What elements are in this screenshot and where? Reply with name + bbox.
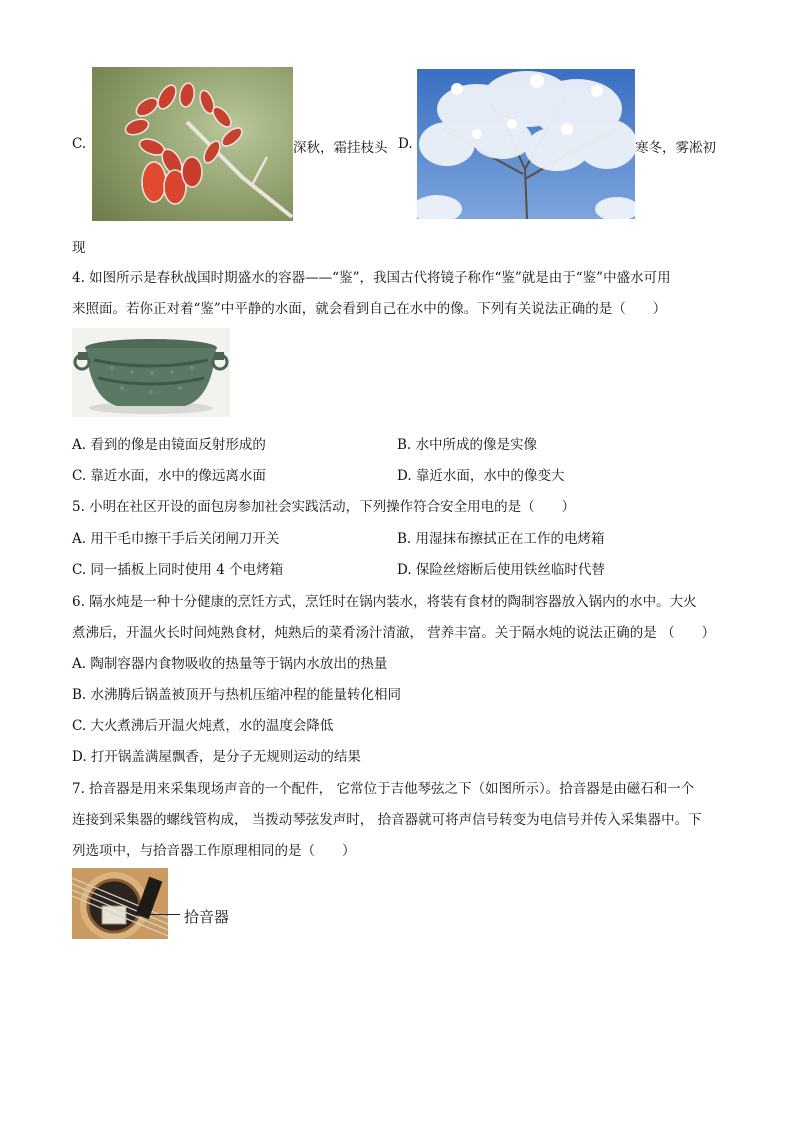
q5-option-c[interactable]: C. 同一插板上同时使用 4 个电烤箱 (72, 562, 284, 578)
q6-option-c[interactable]: C. 大火煮沸后开温火炖煮，水的温度会降低 (72, 718, 334, 734)
q4-option-b[interactable]: B. 水中所成的像是实像 (397, 437, 538, 453)
guitar-pickup-photo (72, 868, 168, 939)
q4-stem-line2: 来照面。若你正对着“鉴”中平静的水面，就会看到自己在水中的像。下列有关说法正确的是（ ） (72, 301, 667, 317)
q6-option-b[interactable]: B. 水沸腾后锅盖被顶开与热机压缩冲程的能量转化相同 (72, 687, 402, 703)
q7-stem-line3: 列选项中，与拾音器工作原理相同的是（ ） (72, 843, 356, 859)
q5-option-d[interactable]: D. 保险丝熔断后使用铁丝临时代替 (397, 562, 605, 578)
option-c-label: C. (72, 136, 87, 152)
q4-option-c[interactable]: C. 靠近水面，水中的像远离水面 (72, 468, 266, 484)
q5-option-a[interactable]: A. 用干毛巾擦干手后关闭闸刀开关 (72, 531, 280, 547)
option-c-caption: 深秋，霜挂枝头 (293, 140, 388, 156)
q6-stem-line2: 煮沸后，开温火长时间炖熟食材，炖熟后的菜肴汤汁清澈， 营养丰富。关于隔水炖的说法正确的是 （ ） (72, 625, 716, 641)
q6-stem-line1: 6. 隔水炖是一种十分健康的烹饪方式，烹饪时在锅内装水，将装有食材的陶制容器放入锅内的水中。大火 (72, 594, 697, 610)
q4-stem-line1: 4. 如图所示是春秋战国时期盛水的容器——“鉴”，我国古代将镜子称作“鉴”就是由于“鉴”中盛水可用 (72, 270, 671, 286)
q7-stem-line2: 连接到采集器的螺线管构成， 当拨动琴弦发声时， 拾音器就可将声信号转变为电信号并传入采集器中。下 (72, 812, 702, 828)
pickup-pointer-line (150, 914, 180, 915)
bronze-jian-vessel-photo (72, 328, 230, 417)
q4-option-a[interactable]: A. 看到的像是由镜面反射形成的 (72, 437, 266, 453)
q5-stem-line1: 5. 小明在社区开设的面包房参加社会实践活动，下列操作符合安全用电的是（ ） (72, 499, 576, 515)
q6-option-d[interactable]: D. 打开锅盖满屋飘香，是分子无规则运动的结果 (72, 749, 361, 765)
option-d-caption-wrap: 现 (72, 240, 86, 256)
q5-option-b[interactable]: B. 用湿抹布擦拭正在工作的电烤箱 (397, 531, 605, 547)
frosted-leaves-photo (92, 67, 293, 221)
option-d-caption: 寒冬，雾凇初 (635, 140, 716, 156)
q4-option-d[interactable]: D. 靠近水面，水中的像变大 (397, 468, 565, 484)
pickup-figure-label: 拾音器 (184, 908, 230, 926)
rime-tree-photo (417, 69, 635, 219)
q6-option-a[interactable]: A. 陶制容器内食物吸收的热量等于锅内水放出的热量 (72, 656, 388, 672)
option-d-label: D. (398, 136, 413, 152)
q7-stem-line1: 7. 拾音器是用来采集现场声音的一个配件， 它常位于吉他琴弦之下（如图所示）。拾音器是由磁石和一个 (72, 781, 695, 797)
